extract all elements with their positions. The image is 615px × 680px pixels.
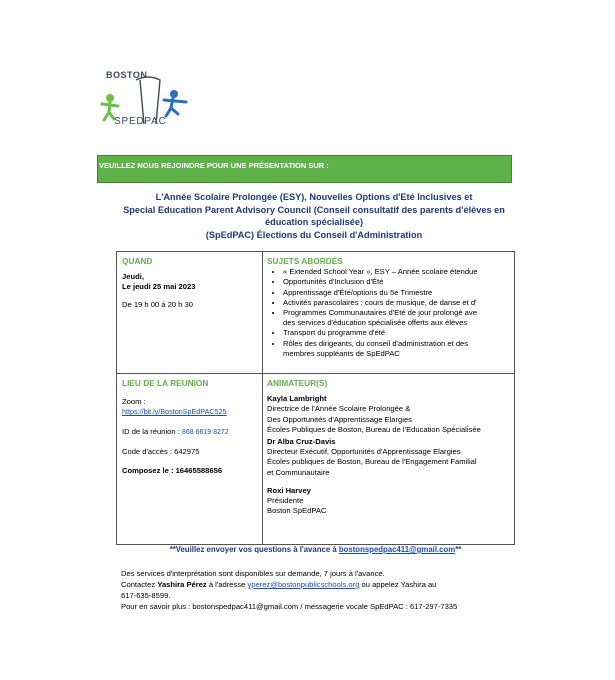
topic-item bbox=[283, 339, 514, 359]
contact-post: ou appelez Yashira au bbox=[359, 580, 437, 589]
topic-item: • « Extended School Year », ESY – Année scolaire étendue bbox=[283, 267, 514, 277]
when-cell bbox=[122, 256, 260, 310]
title-line-1: L'Année Scolaire Prolongée (ESY), Nouvelles Options d'Eté Inclusives et bbox=[155, 192, 473, 202]
presenter-org: et Communautaire bbox=[267, 467, 330, 477]
topic-item: • Apprentissage d'Été/options du 5e Trimestre bbox=[283, 288, 514, 298]
topic-item-line: Programmes Communautaires d'Eté de jour prolongé ave bbox=[283, 308, 477, 318]
location-heading: LIEU DE LA REUNION bbox=[122, 378, 209, 388]
presenter-role: Directeur Exécutif, Opportunités d'Apprentissage Elargies bbox=[267, 447, 461, 457]
presenter-org: Boston SpEdPAC bbox=[267, 506, 327, 516]
topics-heading: SUJETS ABORDÉS bbox=[267, 256, 343, 266]
zoom-link[interactable]: https://bit.ly/BostonSpEdPAC525 bbox=[122, 407, 227, 417]
invitation-banner: VEUILLEZ NOUS REJOINDRE POUR UNE PRÉSENTATION SUR : bbox=[97, 155, 512, 183]
presenter-name: Dr Alba Cruz-Davis bbox=[267, 437, 336, 447]
contact-phone: 617-635-8599. bbox=[121, 591, 171, 600]
table-row-divider bbox=[116, 373, 515, 374]
presenter-org: Écoles Publiques de Boston, Bureau de l'Education Spécialisée bbox=[267, 424, 481, 434]
topic-item-line: Rôles des dirigeants, du conseil d'administration et des bbox=[283, 338, 469, 348]
title-line-4: (SpEdPAC) Élections du Conseil d'Administration bbox=[205, 229, 423, 240]
presenters-heading: ANIMATEUR(S) bbox=[267, 378, 328, 388]
contact-mid: à l'adresse bbox=[206, 580, 248, 589]
questions-note-pre: **Veuillez envoyer vos questions à l'avance à bbox=[169, 545, 339, 554]
interpretation-note: Des services d'interprétation sont disponibles sur demande, 7 jours à l'avance. bbox=[121, 569, 385, 578]
dial-in-number: Composez le : 16465588656 bbox=[122, 466, 223, 476]
presenter-role: Directrice de l'Année Scolaire Prolongée & bbox=[267, 404, 411, 414]
topic-item: • Transport du programme d'été bbox=[283, 328, 514, 338]
location-cell bbox=[122, 378, 260, 476]
title-line-3: éducation spécialisée) bbox=[264, 217, 364, 227]
meeting-id bbox=[122, 427, 260, 438]
meeting-id-label: ID de la réunion : bbox=[122, 426, 182, 436]
presenters-cell bbox=[267, 378, 514, 516]
topic-item: • Opportunités d'Inclusion d'Été bbox=[283, 277, 514, 287]
when-time: De 19 h 00 à 20 h 30 bbox=[122, 299, 193, 309]
questions-note bbox=[116, 545, 515, 554]
when-date: Le jeudi 25 mai 2023 bbox=[122, 282, 196, 292]
topic-item: • Activités parascolaires : cours de musique, de danse et d' bbox=[283, 298, 514, 308]
contact-name: Yashira Pérez bbox=[157, 580, 207, 589]
meeting-id-value: 868 6619 8272 bbox=[181, 428, 229, 436]
topics-list bbox=[267, 267, 514, 359]
topic-item-line: membres suppléants de SpEdPAC bbox=[283, 348, 400, 358]
topic-item bbox=[283, 308, 514, 328]
table-column-divider bbox=[262, 251, 263, 545]
logo-text-bottom: SPEDPAC bbox=[114, 116, 167, 127]
spedpac-logo bbox=[96, 66, 200, 136]
zoom-label: Zoom : bbox=[122, 397, 146, 407]
presenter-role: Présidente bbox=[267, 496, 304, 506]
contact-line bbox=[121, 579, 457, 590]
footer-info bbox=[121, 568, 457, 612]
topic-item-line: des services d'éducation spécialisée offerts aux élèves bbox=[283, 318, 468, 328]
when-heading: QUAND bbox=[122, 256, 153, 266]
presenter-role: Des Opportunités d'Apprentissage Elargies bbox=[267, 414, 412, 424]
contact-email-link[interactable]: yperez@bostonpublicschools.org bbox=[247, 580, 360, 589]
more-info-line: Pour en savoir plus : bostonspedpac411@gmail.com / messagerie vocale SpEdPAC : 617-297-7335 bbox=[121, 602, 458, 611]
presenter-name: Roxi Harvey bbox=[267, 485, 311, 495]
title-line-2: Special Education Parent Advisory Council (Conseil consultatif des parents d'élèves en bbox=[123, 204, 505, 215]
event-title bbox=[110, 191, 518, 241]
when-day: Jeudi, bbox=[122, 272, 144, 282]
questions-email-link[interactable]: bostonspedpac411@gmail.com bbox=[338, 545, 456, 554]
presenter-name: Kayla Lambright bbox=[267, 394, 327, 404]
access-code: Code d'accès : 642975 bbox=[122, 446, 200, 456]
topics-cell bbox=[267, 256, 514, 359]
questions-note-post: ** bbox=[455, 545, 462, 554]
contact-pre: Contactez bbox=[121, 580, 158, 589]
logo-text-top: BOSTON bbox=[106, 70, 148, 80]
presenter-org: Écoles publiques de Boston, Bureau de l'Engagement Familial bbox=[267, 457, 477, 467]
